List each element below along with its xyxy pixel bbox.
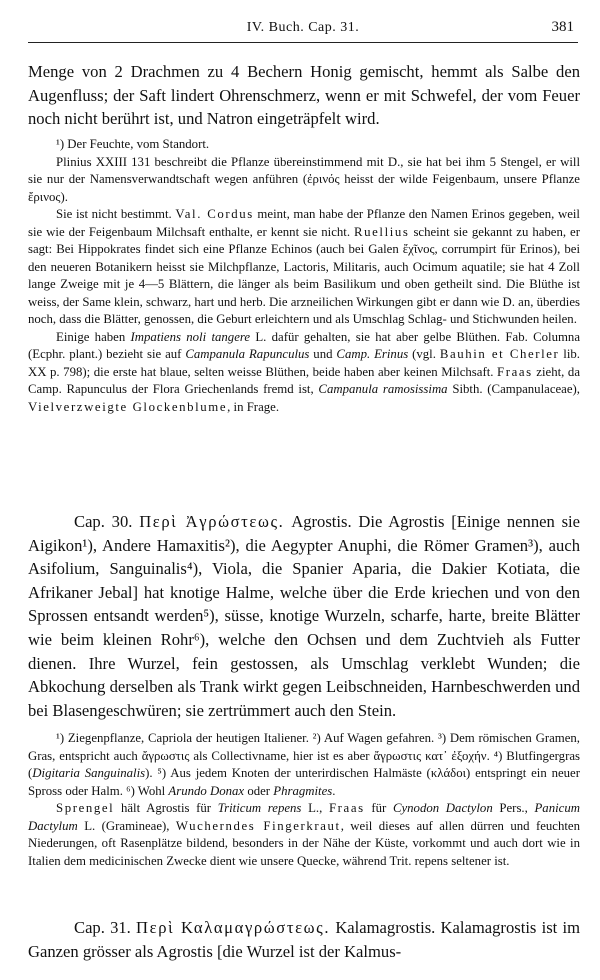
chapter-label: Cap. 31.: [74, 918, 131, 937]
note-text: Sibth. (Campanulaceae),: [447, 382, 580, 396]
note-text: Sie ist nicht bestimmt.: [56, 207, 176, 221]
chapter-30-paragraph: [28, 510, 580, 722]
author-name: Fraas: [497, 364, 533, 379]
footnote-determination: [28, 206, 580, 329]
greek-title: Περὶ Ἀγρώστεως.: [139, 512, 285, 531]
species-name: Digitaria Sanguinalis: [32, 766, 146, 780]
author-name: Sprengel: [56, 801, 115, 815]
chapter-31: [28, 916, 580, 963]
chapter-31-paragraph: [28, 916, 580, 963]
species-name: Triticum repens: [217, 801, 302, 815]
note-text: ). ⁵) Aus jedem Knoten der unterirdischen Halmäste (κλάδοι) entspringt ein neuer Spross oder Halm. ⁶) Wohl: [28, 766, 580, 798]
author-name: Bauhin et Cherler: [439, 347, 560, 361]
note-text: L. (Gramineae),: [77, 818, 176, 833]
note-text: lib. XX p. 798); die erste hat blaue, selten weisse Blüthen, beide haben aber keinen Milchsaft.: [28, 347, 581, 379]
note-text: L.,: [301, 801, 329, 815]
note-text: meint, man habe der Pflanze den Namen Erinos gegeben, weil sie wie der Feigenbaum Milchsaft enthalte, er kennt sie nicht.: [28, 207, 580, 239]
running-head: IV. Buch. Cap. 31.: [246, 20, 360, 35]
species-name: Campanula Rapunculus: [185, 347, 310, 361]
note-text: und: [309, 347, 337, 361]
common-name: Wucherndes Fingerkraut: [175, 818, 341, 833]
note-text: (vgl.: [408, 347, 440, 361]
chapter-30: [28, 510, 580, 722]
author-name: Val. Cordus: [175, 207, 254, 221]
species-name: Campanula ramosissima: [318, 382, 448, 396]
species-name: Panicum Dactylum: [28, 801, 580, 833]
species-name: Camp. Erinus: [336, 347, 409, 361]
note-text: für: [364, 801, 393, 815]
common-name: Vielverzweigte Glockenblume: [28, 399, 228, 414]
footnote-plinius: Plinius XXIII 131 beschreibt die Pflanze übereinstimmend mit D., sie hat bei ihm 5 Stengel, er will sie nur der Namensverwandtschaft wegen anführen (ἐρινός heisst der wilde Feigenbaum, unsere Pflanze ἔρινος).: [28, 154, 580, 204]
footnote-cap30-identification: [28, 800, 580, 870]
footnotes-cap29: [28, 136, 580, 416]
paragraph-continuation: [28, 60, 580, 131]
note-text: zieht, da Camp. Rapunculus der Flora Griechenlands fremd ist,: [28, 364, 580, 396]
note-text: L. dafür gehalten, sie hat aber gelbe Blüthen. Fab. Columna (Ecphr. plant.) bezieht sie auf: [28, 329, 581, 361]
note-text: , weil dieses auf allen dürren und feuchten Niederungen, oft Rasenplätze bildend, besonders in der Nähe der Küste, vorkommt und auch dort wie in Italien dem medicinischen Zwecke dient wie unsere Quecke, während Trit. repens seltener ist.: [28, 818, 581, 868]
species-name: Cynodon Dactylon: [392, 801, 493, 815]
paragraph-text: Menge von 2 Drachmen zu 4 Bechern Honig gemischt, hemmt als Salbe den Augenfluss; der Saft lindert Ohrenschmerz, wenn er mit Schwefel, der vom Feuer noch nicht berührt ist, und Natron eingeträpfelt wird.: [28, 62, 580, 129]
note-text: oder: [244, 783, 274, 798]
page-number: 381: [551, 19, 574, 35]
chapter-text: Agrostis. Die Agrostis [Einige nennen sie Aigikon¹), Andere Hamaxitis²), die Aegypter Anuphi, die Römer Gramen³), auch Asifolium, Sanguinalis⁴), Viola, die Spanier Aparia, die Dakier Kotiata, die Afrikaner Jebal] hat knotige Halme, welche über die Erde kriechen und von den Sprossen entsandt werden⁵), süsse, knotige Wurzeln, scharfe, harte, breite Blätter wie beim kleinen Rohr⁶), welche den Ochsen und dem Zuchtvieh als Futter dienen. Ihre Wurzel, fein gestossen, als Umschlag verklebt Wunden; die Abkochung derselben als Trank wirkt gegen Leibschneiden, Harnbeschwerden und bei Blasengeschwüren; sie zertrümmert auch den Stein.: [28, 512, 581, 720]
page-header: [28, 18, 578, 43]
author-name: Ruellius: [354, 224, 410, 239]
footnotes-cap30: [28, 730, 580, 870]
note-text: , in Frage.: [227, 399, 280, 414]
species-name: Impatiens noli tangere: [130, 329, 251, 344]
chapter-text: Kalamagrostis. Kalamagrostis ist im Ganzen grösser als Agrostis [die Wurzel ist der Kalmus-: [28, 918, 580, 961]
note-text: .: [332, 783, 336, 798]
species-name: Arundo Donax: [168, 783, 245, 798]
note-text: scheint sie gekannt zu haben, er sagt: Bei Hippokrates findet sich eine Pflanze Echinos (auch bei Galen ἔχῖνος, corrumpirt für Erinos), bei den neueren Botanikern heisst sie Milchpflanze, Lactoris, Militaris, auch Ocimum aquatile; sie hat 4 Zoll lange Zweige mit je 4—5 Blättern, die länger als beim Basilikum und oben getheilt sind. Die Blüthe ist weiss, der Same klein, schwarz, hart und herb. Die arzneilichen Wirkungen gibt er dann wie D. an, überdies noch, dass die Blätter, genossen, die Geburt erleichtern und als Umschlag Schlag- und Stichwunden heilen.: [28, 224, 580, 326]
note-text: hält Agrostis für: [114, 801, 218, 815]
footnote-cap30-numbered: [28, 730, 580, 800]
footnote-1: ¹) Der Feuchte, vom Standort.: [56, 137, 210, 151]
note-text: Einige haben: [56, 329, 131, 344]
author-name: Fraas: [328, 801, 365, 815]
footnote-identification: [28, 329, 580, 417]
species-name: Phragmites: [273, 783, 333, 798]
note-text: Pers.,: [492, 801, 535, 815]
note-text: ¹) Ziegenpflanze, Capriola der heutigen Italiener. ²) Auf Wagen gefahren. ³) Dem römischen Gramen, Gras, entspricht auch ἄγρωστις als Collectivname, hier ist es aber ἄγρωστις κατ᾽ ἐξοχήν. ⁴) Blutfingergras (: [28, 731, 580, 780]
greek-title: Περὶ Καλαμαγρώστεως.: [136, 918, 331, 937]
chapter-label: Cap. 30.: [74, 512, 133, 531]
